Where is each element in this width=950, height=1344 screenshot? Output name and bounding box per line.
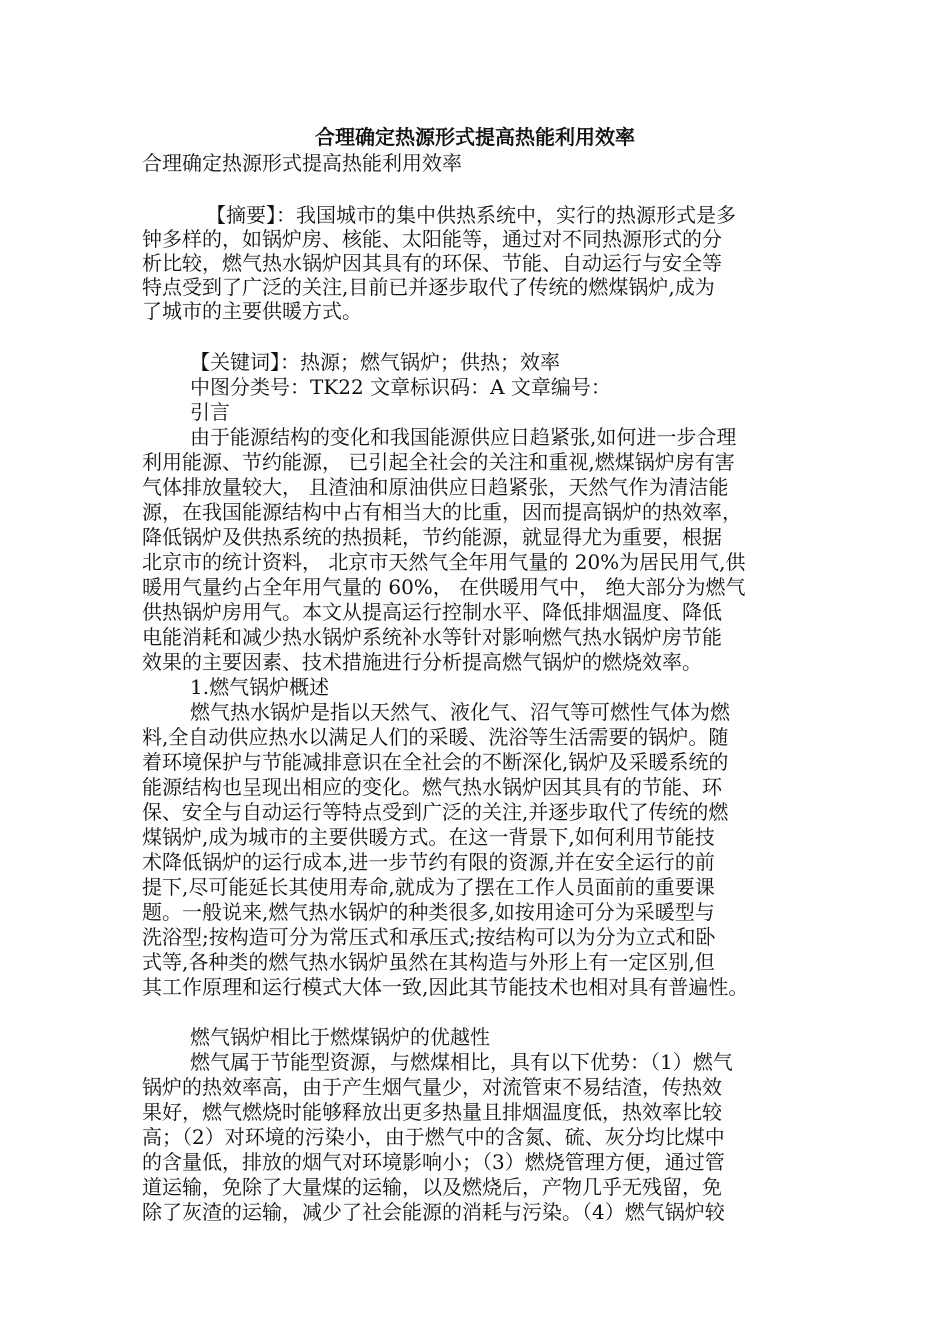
section1-line: 煤锅炉,成为城市的主要供暖方式。在这一背景下,如何利用节能技 bbox=[142, 825, 715, 849]
intro-line: 由于能源结构的变化和我国能源供应日趋紧张,如何进一步合理 bbox=[190, 425, 737, 449]
intro-line: 电能消耗和减少热水锅炉系统补水等针对影响燃气热水锅炉房节能 bbox=[142, 625, 722, 649]
intro-line: 效果的主要因素、技术措施进行分析提高燃气锅炉的燃烧效率。 bbox=[142, 650, 702, 674]
section1-line: 洗浴型;按构造可分为常压式和承压式;按结构可以为分为立式和卧 bbox=[142, 925, 716, 949]
section2-heading: 燃气锅炉相比于燃煤锅炉的优越性 bbox=[190, 1025, 490, 1049]
abstract-line: 析比较，燃气热水锅炉因其具有的环保、节能、自动运行与安全等 bbox=[142, 251, 722, 275]
section1-line: 着环境保护与节能减排意识在全社会的不断深化,锅炉及采暖系统的 bbox=[142, 750, 729, 774]
abstract-line: 特点受到了广泛的关注,目前已并逐步取代了传统的燃煤锅炉,成为 bbox=[142, 275, 715, 299]
section1-line: 料,全自动供应热水以满足人们的采暖、洗浴等生活需要的锅炉。随 bbox=[142, 725, 729, 749]
section1-heading: 1.燃气锅炉概述 bbox=[190, 675, 330, 699]
section1-line: 术降低锅炉的运行成本,进一步节约有限的资源,并在安全运行的前 bbox=[142, 850, 715, 874]
section2-line: 果好，燃气燃烧时能够释放出更多热量且排烟温度低，热效率比较 bbox=[142, 1100, 722, 1124]
section1-line: 式等,各种类的燃气热水锅炉虽然在其构造与外形上有一定区别,但 bbox=[142, 950, 715, 974]
abstract-line: 钟多样的，如锅炉房、核能、太阳能等，通过对不同热源形式的分 bbox=[142, 227, 722, 251]
document-subtitle: 合理确定热源形式提高热能利用效率 bbox=[142, 151, 462, 175]
intro-line: 降低锅炉及供热系统的热损耗，节约能源，就显得尤为重要，根据 bbox=[142, 525, 722, 549]
section1-line: 题。一般说来,燃气热水锅炉的种类很多,如按用途可分为采暖型与 bbox=[142, 900, 715, 924]
section2-line: 除了灰渣的运输，减少了社会能源的消耗与污染。（4）燃气锅炉较 bbox=[142, 1200, 725, 1224]
section1-line: 提下,尽可能延长其使用寿命,就成为了摆在工作人员面前的重要课 bbox=[142, 875, 715, 899]
section2-line: 道运输，免除了大量煤的运输，以及燃烧后，产物几乎无残留，免 bbox=[142, 1175, 722, 1199]
section2-line: 的含量低，排放的烟气对环境影响小；（3）燃烧管理方便，通过管 bbox=[142, 1150, 725, 1174]
section1-line: 能源结构也呈现出相应的变化。燃气热水锅炉因其具有的节能、环 bbox=[142, 775, 722, 799]
section2-line: 高；（2）对环境的污染小，由于燃气中的含氮、硫、灰分均比煤中 bbox=[142, 1125, 725, 1149]
abstract-line: 了城市的主要供暖方式。 bbox=[142, 299, 362, 323]
intro-line: 利用能源、节约能源， 已引起全社会的关注和重视,燃煤锅炉房有害 bbox=[142, 450, 735, 474]
section2-line: 燃气属于节能型资源，与燃煤相比，具有以下优势：（1）燃气 bbox=[190, 1050, 733, 1074]
intro-line: 北京市的统计资料， 北京市天然气全年用气量的 20%为居民用气,供 bbox=[142, 550, 746, 574]
classification: 中图分类号：TK22 文章标识码：A 文章编号： bbox=[190, 375, 611, 399]
section1-line: 其工作原理和运行模式大体一致,因此其节能技术也相对具有普遍性。 bbox=[142, 975, 749, 999]
intro-line: 源，在我国能源结构中占有相当大的比重，因而提高锅炉的热效率， bbox=[142, 500, 742, 524]
intro-line: 供热锅炉房用气。本文从提高运行控制水平、降低排烟温度、降低 bbox=[142, 600, 722, 624]
intro-heading: 引言 bbox=[190, 400, 230, 424]
intro-line: 气体排放量较大， 且渣油和原油供应日趋紧张，天然气作为清洁能 bbox=[142, 475, 729, 499]
keywords: 【关键词】：热源；燃气锅炉；供热；效率 bbox=[190, 350, 560, 374]
section1-line: 保、安全与自动运行等特点受到广泛的关注,并逐步取代了传统的燃 bbox=[142, 800, 729, 824]
section1-line: 燃气热水锅炉是指以天然气、液化气、沼气等可燃性气体为燃 bbox=[190, 700, 730, 724]
document-title: 合理确定热源形式提高热能利用效率 bbox=[315, 125, 635, 149]
abstract-line: 【摘要】：我国城市的集中供热系统中，实行的热源形式是多 bbox=[206, 203, 736, 227]
section2-line: 锅炉的热效率高，由于产生烟气量少，对流管束不易结渣，传热效 bbox=[142, 1075, 722, 1099]
intro-line: 暖用气量约占全年用气量的 60%， 在供暖用气中， 绝大部分为燃气 bbox=[142, 575, 746, 599]
